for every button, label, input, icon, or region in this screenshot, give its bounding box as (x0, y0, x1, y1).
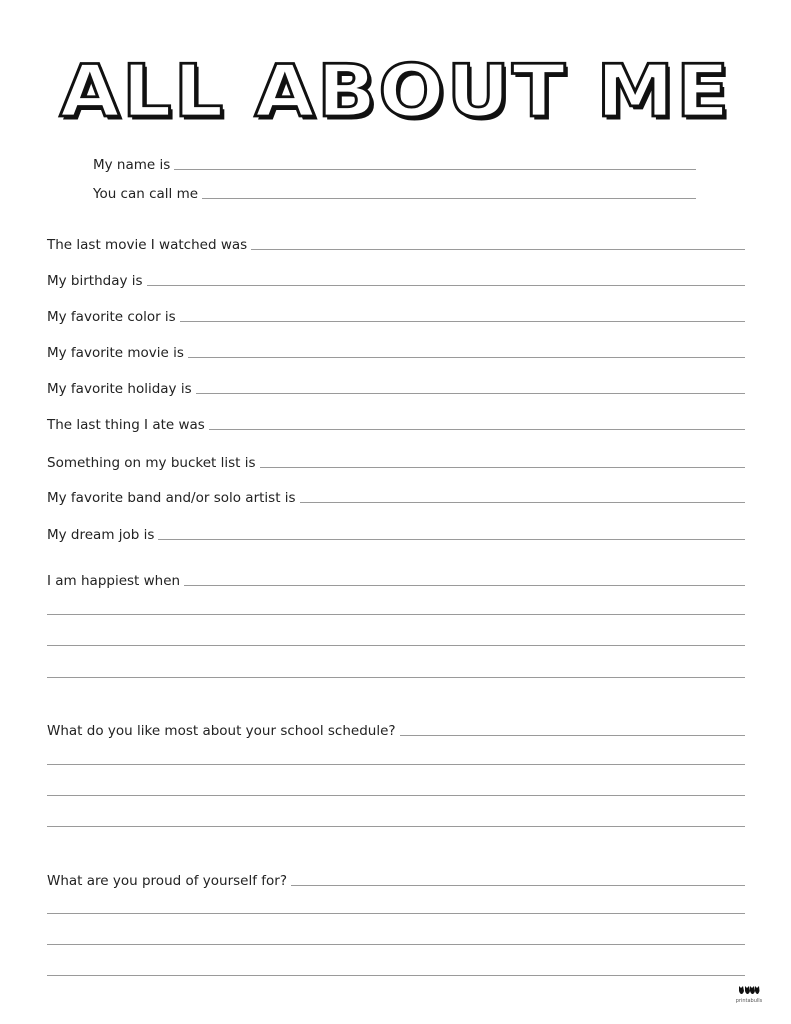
page-title: ALL ABOUT ME (59, 50, 732, 134)
question-label: What do you like most about your school schedule? (47, 723, 396, 739)
favorite-holiday-input-line[interactable] (196, 393, 745, 394)
field-dream-job[interactable] (47, 523, 745, 543)
field-bucket-list[interactable] (47, 451, 745, 471)
question-label: I am happiest when (47, 573, 181, 589)
field-label: You can call me (93, 186, 199, 202)
question-happiest[interactable] (47, 569, 745, 589)
answer-line[interactable] (47, 944, 745, 945)
nickname-input-line[interactable] (202, 198, 696, 199)
field-label: Something on my bucket list is (47, 455, 256, 471)
field-last-thing-ate[interactable] (47, 413, 745, 433)
field-label: My birthday is (47, 273, 143, 289)
answer-line[interactable] (184, 585, 745, 586)
answer-line[interactable] (47, 645, 745, 646)
favorite-band-input-line[interactable] (300, 502, 745, 503)
field-favorite-band[interactable] (47, 486, 745, 506)
answer-line[interactable] (47, 764, 745, 765)
field-favorite-holiday[interactable] (47, 377, 745, 397)
favorite-color-input-line[interactable] (180, 321, 745, 322)
field-label: My dream job is (47, 527, 155, 543)
printabulls-logo (733, 985, 765, 1004)
field-label: The last thing I ate was (47, 417, 205, 433)
answer-line[interactable] (47, 795, 745, 796)
field-name[interactable] (93, 153, 696, 173)
answer-line[interactable] (47, 677, 745, 678)
birthday-input-line[interactable] (147, 285, 745, 286)
favorite-movie-input-line[interactable] (188, 357, 745, 358)
bulldogs-icon (733, 985, 765, 998)
answer-line[interactable] (400, 735, 745, 736)
last-movie-input-line[interactable] (251, 249, 745, 250)
field-label: My favorite band and/or solo artist is (47, 490, 296, 506)
question-school-schedule[interactable] (47, 719, 745, 739)
answer-line[interactable] (47, 614, 745, 615)
field-label: My favorite holiday is (47, 381, 192, 397)
field-nickname[interactable] (93, 182, 696, 202)
field-label: The last movie I watched was (47, 237, 248, 253)
field-favorite-movie[interactable] (47, 341, 745, 361)
bucket-list-input-line[interactable] (260, 467, 745, 468)
answer-line[interactable] (47, 913, 745, 914)
title-area (0, 42, 791, 142)
answer-line[interactable] (47, 975, 745, 976)
logo-text: printabulls (735, 998, 763, 1004)
answer-line[interactable] (291, 885, 745, 886)
field-label: My favorite movie is (47, 345, 184, 361)
last-thing-ate-input-line[interactable] (209, 429, 745, 430)
dream-job-input-line[interactable] (158, 539, 745, 540)
field-favorite-color[interactable] (47, 305, 745, 325)
name-input-line[interactable] (174, 169, 696, 170)
field-birthday[interactable] (47, 269, 745, 289)
field-last-movie[interactable] (47, 233, 745, 253)
question-label: What are you proud of yourself for? (47, 873, 288, 889)
question-proud[interactable] (47, 869, 745, 889)
answer-line[interactable] (47, 826, 745, 827)
field-label: My name is (93, 157, 171, 173)
field-label: My favorite color is (47, 309, 176, 325)
